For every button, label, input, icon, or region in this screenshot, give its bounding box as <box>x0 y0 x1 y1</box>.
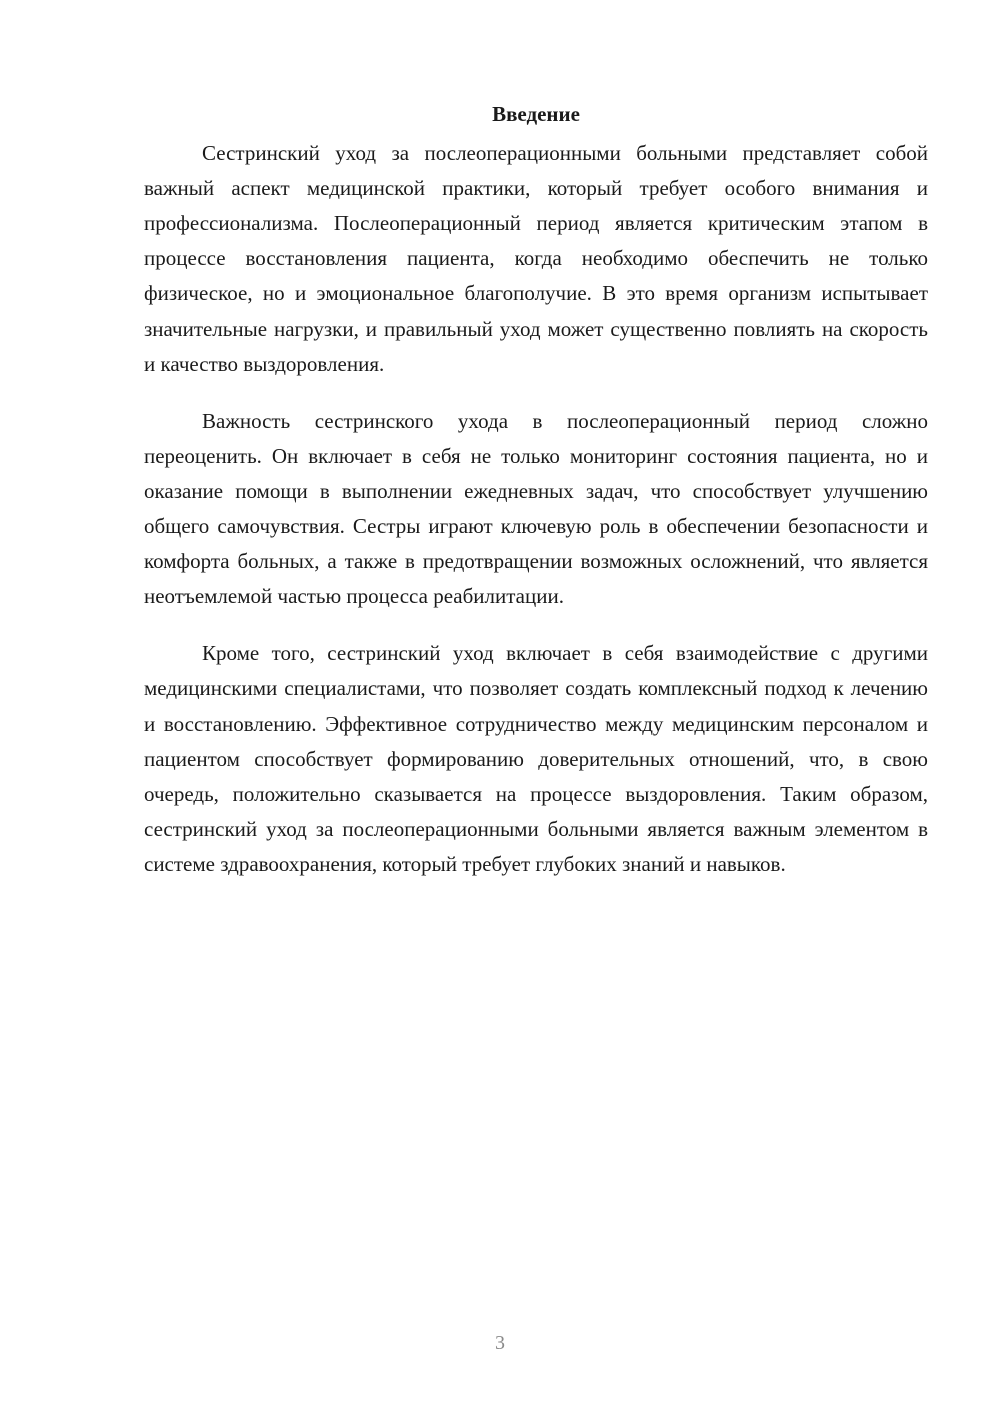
page-number: 3 <box>495 1332 505 1354</box>
paragraph-3: Кроме того, сестринский уход включает в себя взаимодействие с другими медицинскими специалистами, что позволяет создать комплексный подход к лечению и восстановлению. Эффективное сотрудничество между медицинским персоналом и пациентом способствует формированию доверительных отношений, что, в свою очередь, положительно сказывается на процессе выздоровления. Таким образом, сестринский уход за послеоперационными больными является важным элементом в системе здравоохранения, который требует глубоких знаний и навыков. <box>144 641 928 876</box>
page-content <box>144 97 928 904</box>
paragraph-2: Важность сестринского ухода в послеоперационный период сложно переоценить. Он включает в себя не только мониторинг состояния пациента, но и оказание помощи в выполнении ежедневных задач, что способствует улучшению общего самочувствия. Сестры играют ключевую роль в обеспечении безопасности и комфорта больных, а также в предотвращении возможных осложнений, что является неотъемлемой частью процесса реабилитации. <box>144 408 928 609</box>
section-heading: Введение <box>492 102 580 126</box>
paragraph-1: Сестринский уход за послеоперационными больными представляет собой важный аспект медицинской практики, который требует особого внимания и профессионализма. Послеоперационный период является критическим этапом в процессе восстановления пациента, когда необходимо обеспечить не только физическое, но и эмоциональное благополучие. В это время организм испытывает значительные нагрузки, и правильный уход может существенно повлиять на скорость и качество выздоровления. <box>144 141 928 376</box>
